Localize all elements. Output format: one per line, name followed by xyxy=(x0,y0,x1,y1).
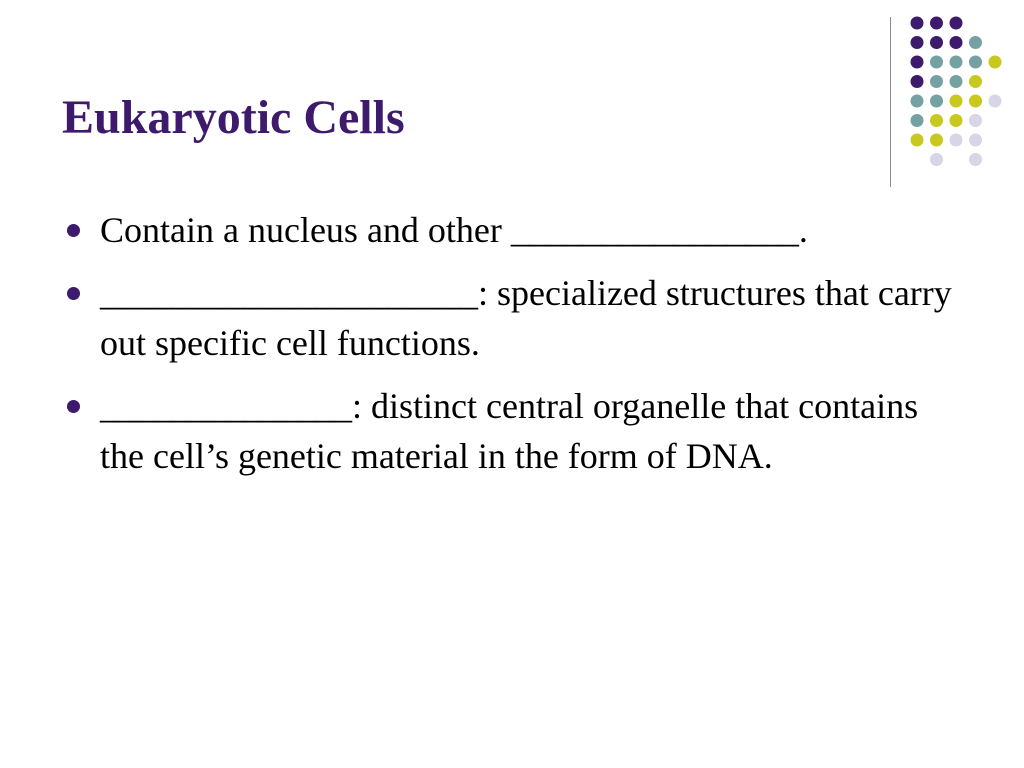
decorative-dot xyxy=(950,114,963,127)
decorative-dot xyxy=(969,95,982,108)
decorative-dot xyxy=(930,95,943,108)
decorative-dot xyxy=(969,56,982,69)
decorative-dot xyxy=(911,36,924,49)
decorative-dot xyxy=(989,95,1002,108)
decorative-dot xyxy=(930,75,943,88)
bullet-dot-icon xyxy=(67,287,80,300)
decorative-dot xyxy=(911,95,924,108)
decorative-dot xyxy=(930,153,943,166)
decorative-dot xyxy=(930,134,943,147)
bullet-item-structures xyxy=(64,268,954,368)
decorative-dot xyxy=(969,134,982,147)
bullet-list xyxy=(64,205,954,494)
decorative-dot xyxy=(930,114,943,127)
decorative-dot xyxy=(950,17,963,30)
bullet-item-organelles xyxy=(64,205,954,255)
decorative-dot xyxy=(911,134,924,147)
decorative-dot xyxy=(911,17,924,30)
bullet-text: Contain a nucleus and other ________________. xyxy=(100,210,808,250)
decorative-dot xyxy=(911,56,924,69)
decorative-dot xyxy=(969,114,982,127)
decorative-dot xyxy=(950,56,963,69)
decorative-dot xyxy=(930,56,943,69)
decorative-dot xyxy=(969,36,982,49)
decorative-dot xyxy=(950,36,963,49)
title-divider-line xyxy=(890,17,891,187)
slide-title: Eukaryotic Cells xyxy=(62,91,405,144)
decorative-dot xyxy=(911,75,924,88)
decorative-dot xyxy=(969,75,982,88)
decorative-dot xyxy=(969,153,982,166)
decorative-dot xyxy=(930,36,943,49)
bullet-dot-icon xyxy=(67,224,80,237)
bullet-dot-icon xyxy=(67,400,80,413)
decorative-dot xyxy=(950,75,963,88)
decorative-dot xyxy=(950,95,963,108)
decorative-dot xyxy=(930,17,943,30)
bullet-text: _____________________: specialized structures that carry out specific cell functions. xyxy=(100,273,952,363)
bullet-item-nucleus xyxy=(64,381,954,481)
bullet-text: ______________: distinct central organelle that contains the cell’s genetic material in the form of DNA. xyxy=(100,386,919,476)
decorative-dot xyxy=(950,134,963,147)
decorative-dot xyxy=(989,56,1002,69)
decorative-dot xyxy=(911,114,924,127)
